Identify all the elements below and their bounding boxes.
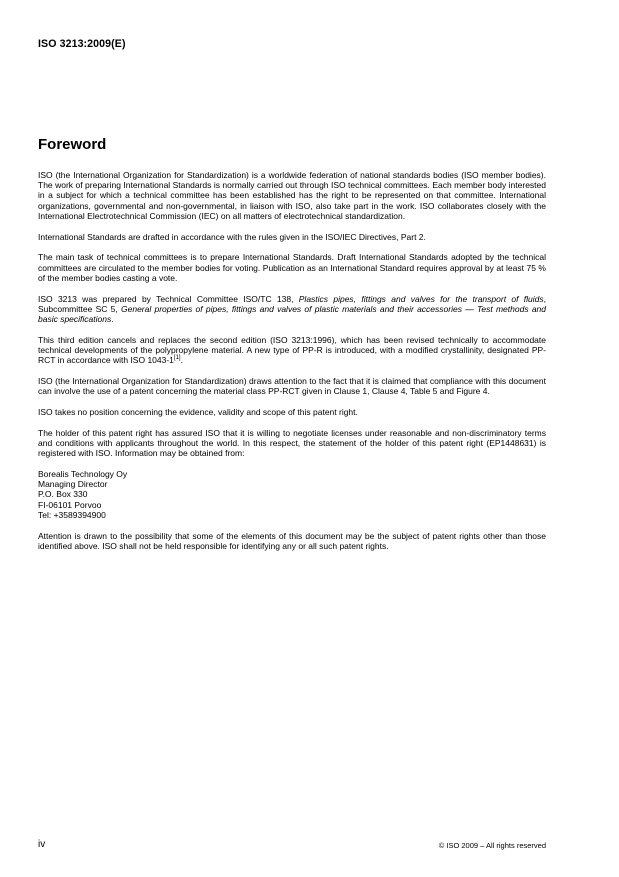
address-company: Borealis Technology Oy [38,469,128,480]
paragraph-committee-task: The main task of technical committees is to prepare International Standards. Draft International Standards adopted by the technical committees are circulated to the member bodies for voting. Publication as an International Standard requires approval by at least 75 % of the member bodies casting a vote. [38,252,546,283]
address-role: Managing Director [38,479,108,490]
subcommittee-title: General properties of pipes, fittings and valves of plastic materials and their accessories — Test methods and basic specifications [38,303,547,325]
paragraph-patent-holder: The holder of this patent right has assured ISO that it is willing to negotiate licenses under reasonable and non-discriminatory terms and conditions with applicants throughout the world. In this respect, the statement of the holder of this patent right (EP1448631) is registered with ISO. Information may be obtained from: [38,427,546,459]
preparation-text-1: ISO 3213 was prepared by Technical Committee ISO/TC 138, [38,293,299,304]
paragraph-drafting-rules: International Standards are drafted in accordance with the rules given in the ISO/IEC Directives, Part 2. [38,231,426,242]
paragraph-preparation [38,294,546,325]
copyright-notice: © ISO 2009 – All rights reserved [438,841,546,850]
edition-text: This third edition cancels and replaces the second edition (ISO 3213:1996), which has been revised technically to accommodate technical developments of the polypropylene material. A new type of PP-R is introduced, with a modified crystallinity, designated PP-RCT in accordance with ISO 1043-1 [38,334,546,366]
paragraph-patent-position: ISO takes no position concerning the evidence, validity and scope of this patent right. [38,407,358,418]
preparation-text-2: , Subcommittee SC 5, [38,293,546,314]
address-tel: Tel: +3589394900 [38,509,106,520]
paragraph-edition [38,335,546,366]
address-po-box: P.O. Box 330 [38,489,88,500]
page-number: iv [38,839,46,850]
address-city: FI-06101 Porvoo [38,499,102,510]
edition-text-end: . [180,355,183,366]
paragraph-attention: Attention is drawn to the possibility that some of the elements of this document may be the subject of patent rights other than those identified above. ISO shall not be held responsible for identifying any or all such patent rights. [38,530,546,551]
paragraph-iso-intro: ISO (the International Organization for Standardization) is a worldwide federation of national standards bodies (ISO member bodies). The work of preparing International Standards is normally carried out through ISO technical committees. Each member body interested in a subject for which a technical committee has been established has the right to be represented on that committee. International organizations, governmental and non-governmental, in liaison with ISO, also take part in the work. ISO collaborates closely with the International Electrotechnical Commission (IEC) on all matters of electrotechnical standardization. [38,170,546,221]
reference-link[interactable]: [1] [173,355,181,362]
foreword-body [38,170,546,562]
contact-address [38,469,546,520]
committee-title: Plastics pipes, fittings and valves for the transport of fluids [298,293,544,304]
paragraph-patent-claim: ISO (the International Organization for Standardization) draws attention to the fact that it is claimed that compliance with this document can involve the use of a patent concerning the material class PP-RCT given in Clause 1, Clause 4, Table 5 and Figure 4. [38,376,546,397]
preparation-text-3: . [111,314,114,325]
document-id: ISO 3213:2009(E) [38,38,126,50]
page-title: Foreword [38,136,107,153]
